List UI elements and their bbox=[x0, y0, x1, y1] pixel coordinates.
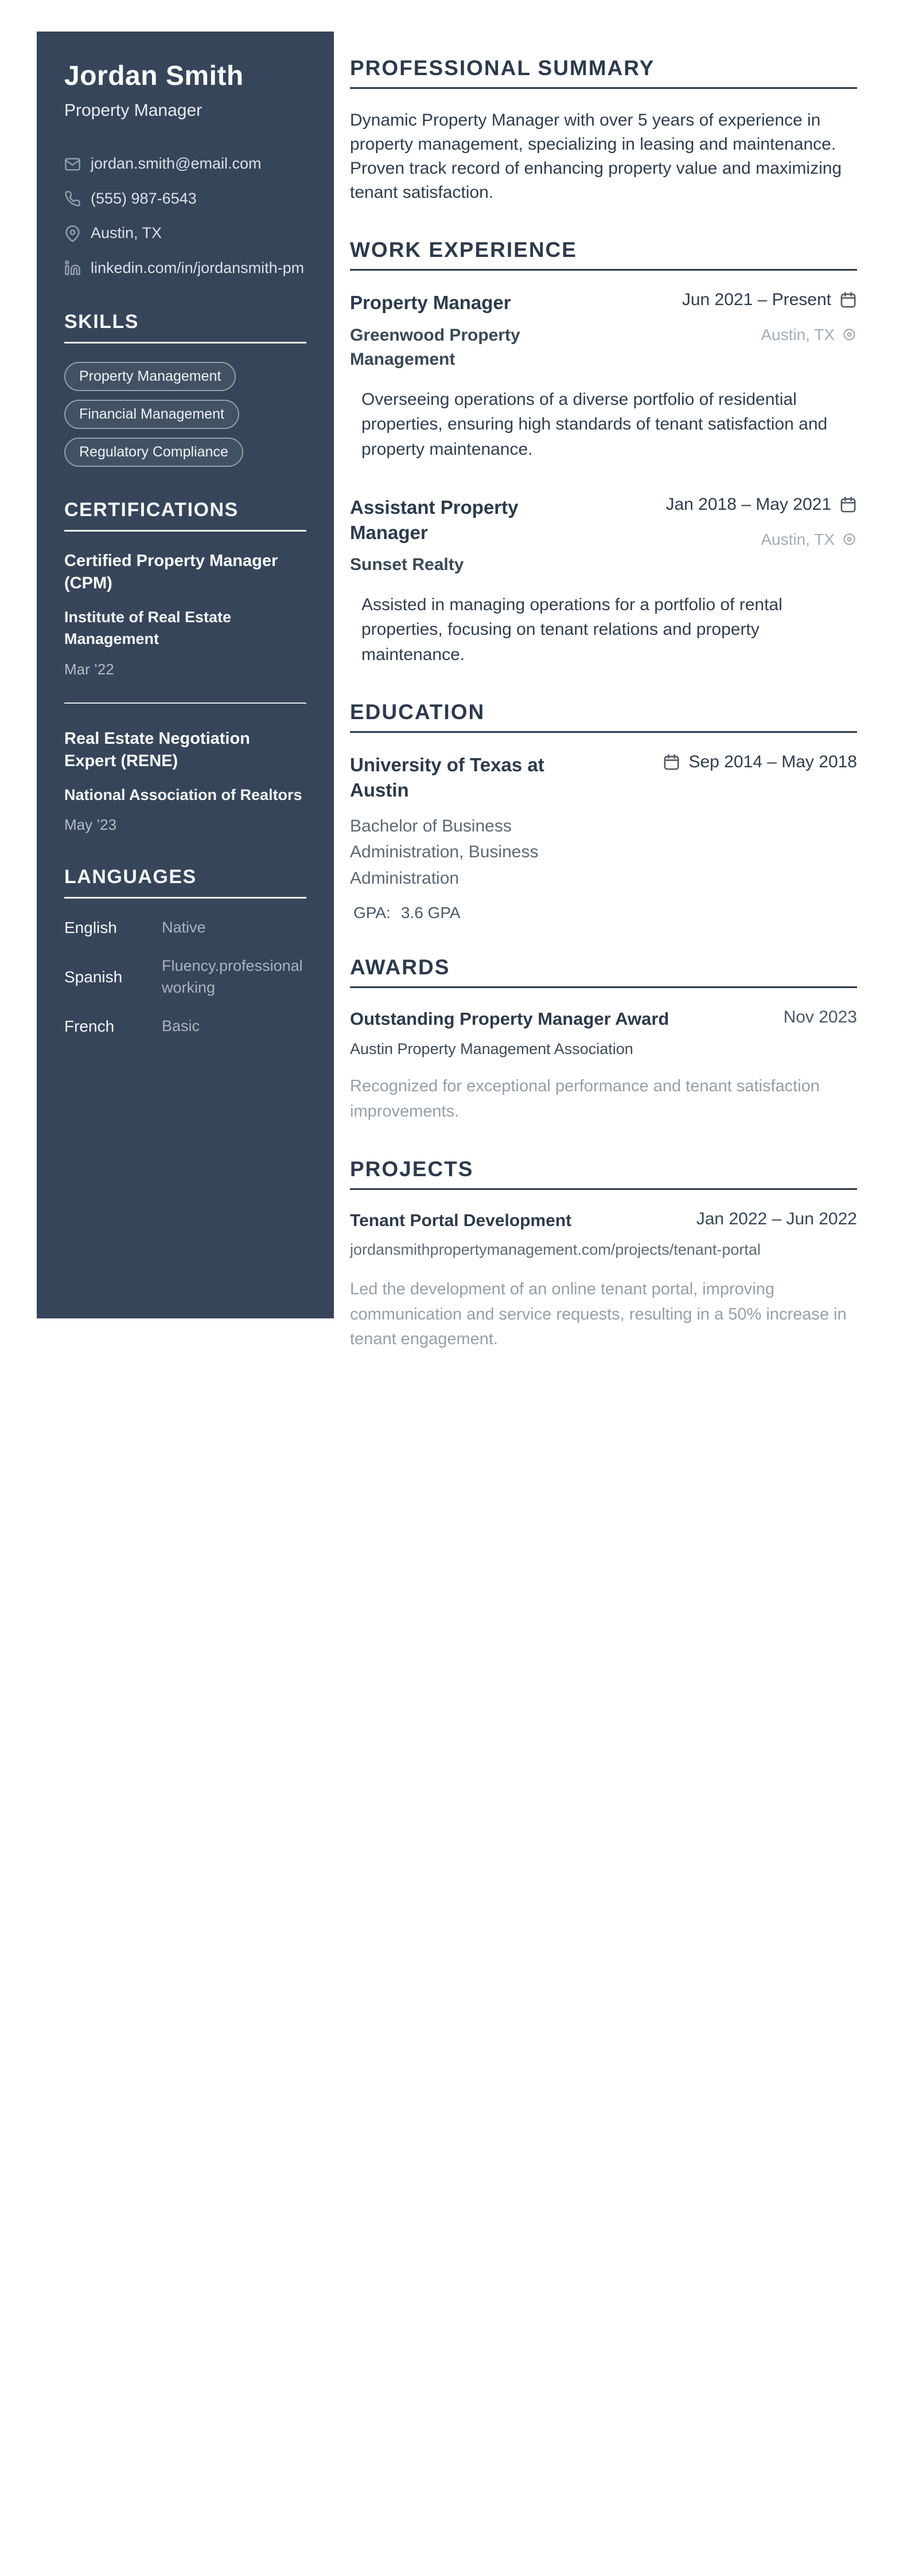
job-location: Austin, TX bbox=[761, 530, 835, 549]
education-header bbox=[350, 752, 857, 922]
job-header bbox=[350, 495, 857, 577]
contact-linkedin: linkedin.com/in/jordansmith-pm bbox=[91, 259, 305, 277]
gpa-row bbox=[350, 904, 597, 922]
project-description: Led the development of an online tenant portal, improving communication and service requests, resulting in a 50% increase in tenant engagement. bbox=[350, 1280, 847, 1349]
job-item bbox=[350, 495, 857, 667]
projects-section bbox=[350, 1157, 857, 1352]
job-meta-block bbox=[682, 290, 857, 344]
skills-list bbox=[64, 362, 306, 467]
contact-location-text: (555) 987-6543 bbox=[91, 189, 197, 207]
language-level: Fluency.professional working bbox=[162, 957, 303, 996]
job-meta-block bbox=[665, 495, 857, 549]
linkedin-icon bbox=[64, 260, 81, 276]
summary-section bbox=[350, 56, 857, 205]
job-dates: Jun 2021 – Present bbox=[682, 290, 831, 309]
calendar-icon bbox=[839, 496, 857, 514]
contact-location-row bbox=[64, 223, 306, 244]
languages-list bbox=[64, 917, 306, 1037]
job-dates: Jan 2018 – May 2021 bbox=[665, 495, 831, 514]
job-company: Sunset Realty bbox=[350, 555, 464, 575]
language-name: French bbox=[64, 1017, 115, 1035]
summary-section-heading: PROFESSIONAL SUMMARY bbox=[350, 56, 857, 89]
cert-date: May ’23 bbox=[64, 816, 117, 834]
awards-section bbox=[350, 955, 857, 1124]
project-header bbox=[350, 1209, 857, 1232]
certification-item bbox=[64, 728, 306, 834]
job-title: Property Manager bbox=[350, 292, 511, 313]
cert-issuer: Institute of Real Estate Management bbox=[64, 608, 232, 648]
job-dates-row bbox=[682, 290, 857, 310]
job-location: Austin, TX bbox=[761, 326, 835, 344]
education-section-heading: EDUCATION bbox=[350, 700, 857, 733]
skill-pill: Regulatory Compliance bbox=[64, 438, 243, 467]
contact-phone-row bbox=[64, 189, 306, 209]
school-name: University of Texas at Austin bbox=[350, 754, 544, 801]
location-pin-icon bbox=[842, 327, 857, 343]
education-dates-row bbox=[663, 752, 857, 772]
certifications-section-heading: CERTIFICATIONS bbox=[64, 499, 306, 532]
languages-section-heading: LANGUAGES bbox=[64, 866, 306, 899]
job-location-row bbox=[682, 326, 857, 344]
award-organization: Austin Property Management Association bbox=[350, 1040, 633, 1058]
skill-pill: Property Management bbox=[64, 362, 236, 391]
job-company: Greenwood Property Management bbox=[350, 325, 520, 369]
skills-section-heading: SKILLS bbox=[64, 311, 306, 344]
award-header bbox=[350, 1008, 857, 1031]
project-title: Tenant Portal Development bbox=[350, 1211, 572, 1231]
award-date: Nov 2023 bbox=[783, 1008, 857, 1027]
job-header bbox=[350, 290, 857, 372]
location-pin-icon bbox=[64, 225, 81, 242]
education-section bbox=[350, 700, 857, 922]
gpa-label: GPA: bbox=[353, 904, 391, 922]
awards-section-heading: AWARDS bbox=[350, 955, 857, 988]
language-name: English bbox=[64, 918, 117, 936]
contact-email: jordan.smith@email.com bbox=[91, 155, 262, 173]
job-location-row bbox=[665, 530, 857, 549]
job-item bbox=[350, 290, 857, 462]
contact-linkedin-row bbox=[64, 258, 306, 279]
cert-name: Real Estate Negotiation Expert (RENE) bbox=[64, 729, 250, 770]
contact-email-row bbox=[64, 154, 306, 174]
main-content bbox=[350, 56, 857, 1385]
job-title: Assistant Property Manager bbox=[350, 497, 519, 543]
skill-pill: Financial Management bbox=[64, 400, 239, 429]
job-title-block bbox=[350, 495, 597, 577]
cert-divider bbox=[64, 702, 306, 704]
work-experience-section bbox=[350, 238, 857, 667]
calendar-icon bbox=[839, 291, 857, 309]
gpa-value: 3.6 GPA bbox=[400, 904, 461, 922]
education-dates: Sep 2014 – May 2018 bbox=[688, 752, 857, 772]
education-school-block bbox=[350, 752, 597, 922]
phone-icon bbox=[64, 190, 81, 207]
language-level: Native bbox=[162, 919, 206, 936]
location-pin-icon bbox=[842, 532, 857, 548]
cert-date: Mar ’22 bbox=[64, 660, 114, 678]
language-name: Spanish bbox=[64, 967, 123, 986]
job-description: Overseeing operations of a diverse portfolio of residential properties, ensuring high standards of tenant satisfaction and property maintenance. bbox=[361, 389, 828, 459]
project-url: jordansmithpropertymanagement.com/projects/tenant-portal bbox=[350, 1240, 761, 1258]
job-title-block bbox=[350, 290, 597, 372]
award-title: Outstanding Property Manager Award bbox=[350, 1009, 669, 1029]
award-description: Recognized for exceptional performance and tenant satisfaction improvements. bbox=[350, 1077, 820, 1121]
job-description: Assisted in managing operations for a portfolio of rental properties, focusing on tenant relations and property maintenance. bbox=[361, 595, 782, 664]
degree: Bachelor of Business Administration, Business Administration bbox=[350, 816, 539, 888]
cert-issuer: National Association of Realtors bbox=[64, 786, 302, 803]
summary-text: Dynamic Property Manager with over 5 years of experience in property management, specializing in leasing and maintenance. Proven track record of enhancing property value and maximizing tenant satisfaction. bbox=[350, 111, 842, 202]
certification-item bbox=[64, 550, 306, 678]
project-dates: Jan 2022 – Jun 2022 bbox=[696, 1209, 857, 1229]
language-level: Basic bbox=[162, 1017, 200, 1035]
projects-section-heading: PROJECTS bbox=[350, 1157, 857, 1190]
contact-location: Austin, TX bbox=[91, 224, 162, 242]
sidebar bbox=[37, 32, 334, 1318]
person-name: Jordan Smith bbox=[64, 61, 244, 91]
education-meta-block bbox=[663, 752, 857, 772]
person-title: Property Manager bbox=[64, 101, 203, 120]
calendar-icon bbox=[663, 754, 680, 771]
job-dates-row bbox=[665, 495, 857, 514]
work-section-heading: WORK EXPERIENCE bbox=[350, 238, 857, 271]
mail-icon bbox=[64, 156, 81, 173]
cert-name: Certified Property Manager (CPM) bbox=[64, 551, 278, 592]
